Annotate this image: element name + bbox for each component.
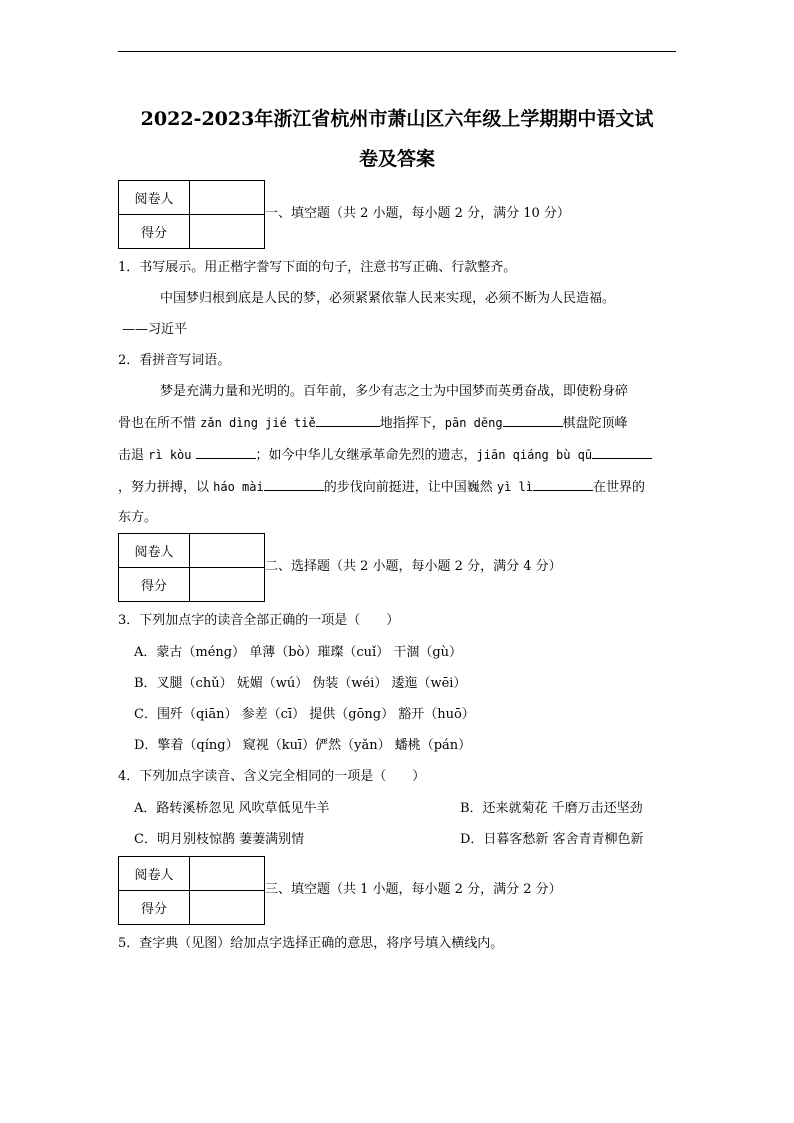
header-rule [118,51,676,52]
answer-blank-5[interactable] [264,478,324,491]
answer-blank-2[interactable] [503,414,563,427]
question-4-stem: 4．下列加点字读音、含义完全相同的一项是（ ） [118,769,426,784]
question-4-option-d[interactable]: D．日暮客愁新 客舍青青柳色新 [460,832,644,847]
score-cell[interactable] [190,891,265,925]
question-2-stem: 2．看拼音写词语。 [118,353,231,368]
score-label: 得分 [119,215,190,249]
score-box-1 [118,180,265,249]
question-2-line-2: 骨也在所不惜 zǎn dìng jié tiě 地指挥下，pān dēng 棋盘陀顶峰 [118,416,628,431]
answer-blank-1[interactable] [316,414,380,427]
question-4-option-a[interactable]: A．路转溪桥忽见 风吹草低见牛羊 [134,801,330,816]
question-2-line-3: 击退 rì kòu ；如今中华儿女继承革命先烈的遗志，jiān qiáng bù qū [118,446,652,465]
page-title-continued: 卷及答案 [358,148,435,170]
question-1-author: ——习近平 [122,322,188,337]
pinyin-4: jiān qiáng bù qū [476,448,593,462]
answer-blank-4[interactable] [592,446,652,459]
answer-blank-3[interactable] [196,446,256,459]
score-cell[interactable] [190,568,265,602]
pinyin-1: zǎn dìng jié tiě [200,416,316,430]
reviewer-cell[interactable] [190,857,265,891]
pinyin-3: rì kòu [148,448,192,462]
question-1-quote: 中国梦归根到底是人民的梦，必须紧紧依靠人民来实现，必须不断为人民造福。 [160,291,616,306]
answer-blank-6[interactable] [533,478,593,491]
question-3-option-a[interactable]: A．蒙古（méng） 单薄（bò）璀璨（cuǐ） 干涸（gù） [134,645,463,660]
pinyin-6: yì lì [496,480,533,494]
question-1-stem: 1．书写展示。用正楷字誊写下面的句子，注意书写正确、行款整齐。 [118,260,517,275]
pinyin-5: háo mài [213,480,264,494]
question-3-option-d[interactable]: D．擎着（qíng） 窥视（kuī）俨然（yǎn） 蟠桃（pán） [134,738,472,753]
page-title: 2022-2023年浙江省杭州市萧山区六年级上学期期中语文试 [140,108,654,130]
score-box-2 [118,533,265,602]
question-4-option-c[interactable]: C．明月别枝惊鹊 萋萋满别情 [134,832,305,847]
question-2-line-4: ，努力拼搏，以 háo mài 的步伐向前挺进，让中国巍然 yì lì 在世界的 [118,480,645,495]
question-5-stem: 5．查字典（见图）给加点字选择正确的意思，将序号填入横线内。 [118,936,504,951]
reviewer-cell[interactable] [190,534,265,568]
question-3-stem: 3．下列加点字的读音全部正确的一项是（ ） [118,613,400,628]
section-heading-3: 三、填空题（共 1 小题，每小题 2 分，满分 2 分） [265,882,562,897]
score-label: 得分 [119,891,190,925]
score-cell[interactable] [190,215,265,249]
reviewer-label: 阅卷人 [119,534,190,568]
reviewer-label: 阅卷人 [119,181,190,215]
section-heading-1: 一、填空题（共 2 小题，每小题 2 分，满分 10 分） [265,206,570,221]
reviewer-cell[interactable] [190,181,265,215]
section-heading-2: 二、选择题（共 2 小题，每小题 2 分，满分 4 分） [265,559,562,574]
score-box-3 [118,856,265,925]
question-2-line-1: 梦是充满力量和光明的。百年前，多少有志之士为中国梦而英勇奋战，即使粉身碎 [160,384,629,399]
question-3-option-c[interactable]: C．围歼（qiān） 参差（cī） 提供（gōng） 豁开（huō） [134,707,475,722]
pinyin-2: pān dēng [444,416,503,430]
question-3-option-b[interactable]: B．叉腿（chǔ） 妩媚（wú） 伪装（wéi） 逶迤（wēi） [134,676,467,691]
question-4-option-b[interactable]: B．还来就菊花 千磨万击还坚劲 [460,801,643,816]
reviewer-label: 阅卷人 [119,857,190,891]
score-label: 得分 [119,568,190,602]
question-2-line-5: 东方。 [118,510,158,525]
